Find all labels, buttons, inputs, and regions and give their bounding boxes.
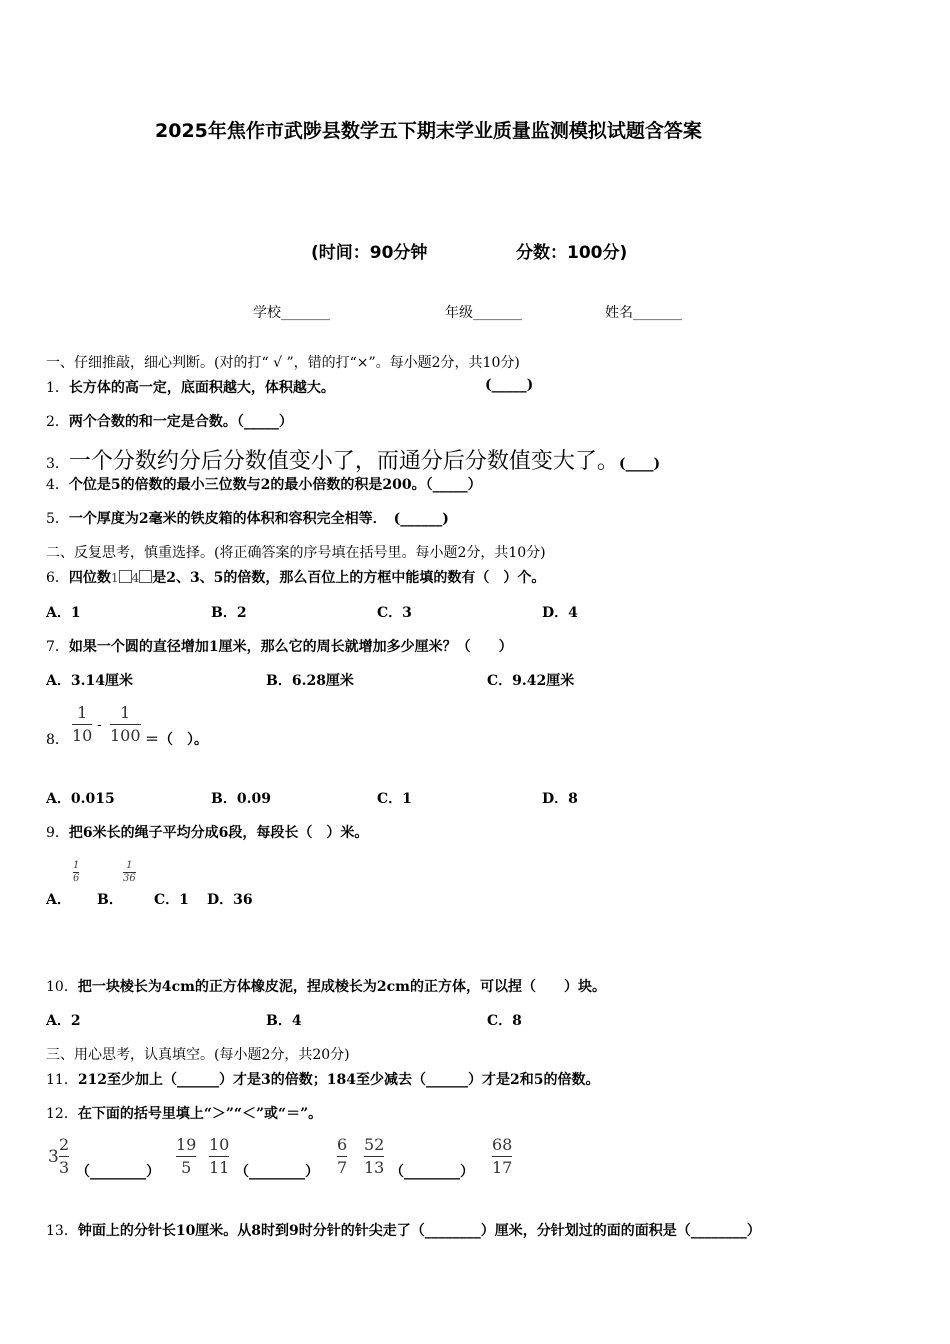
question-number: 2． (46, 414, 69, 430)
answer-blank: （________） (235, 1164, 319, 1180)
option-a: A．1 (46, 605, 81, 621)
fraction (492, 1137, 512, 1176)
question-text: 把6米长的绳子平均分成6段，每段长（ ）米。 (68, 825, 369, 841)
question-number: 9． (46, 825, 69, 841)
question-number: 4． (46, 477, 69, 493)
option-c: C．9.42厘米 (487, 673, 575, 689)
denominator: 6 (73, 873, 80, 884)
answer-blank: (____) (618, 456, 661, 472)
numerator: 19 (176, 1135, 197, 1154)
question-2 (46, 411, 293, 431)
question-text: 一个厚度为2毫米的铁皮箱的体积和容积完全相等． (______) (68, 511, 449, 527)
question-text: 两个合数的和一定是合数。（_____） (68, 414, 293, 430)
question-number: 3． (46, 456, 69, 472)
question-3 (46, 444, 660, 475)
option-d: D．36 (207, 892, 253, 908)
option-c: C．1 (377, 791, 412, 807)
question-text: 钟面上的分针长10厘米。从8时到9时分针的针尖走了（________）厘米，分针划过的面的面积是（________） (77, 1223, 761, 1239)
fraction (209, 1137, 229, 1176)
option-a: A．0.015 (46, 791, 115, 807)
denominator: 11 (209, 1158, 230, 1177)
question-6 (46, 567, 545, 587)
question-text: 212至少加上（______）才是3的倍数；184至少减去（______）才是2和5的倍数。 (77, 1072, 600, 1088)
question-13 (46, 1220, 761, 1240)
question-number: 13． (46, 1223, 78, 1239)
question-text: 个位是5的倍数的最小三位数与2的最小倍数的积是200。（_____） (68, 477, 482, 493)
question-number: 6． (46, 570, 69, 586)
option-c: C．1 (154, 892, 189, 908)
fraction (110, 705, 141, 744)
answer-blank: （________） (390, 1164, 474, 1180)
question-number: 1． (46, 380, 69, 396)
minus-sign: - (97, 717, 102, 733)
numerator: 1 (77, 703, 88, 722)
denominator: 3 (59, 1158, 70, 1177)
mixed-whole: 3 (48, 1147, 59, 1167)
question-text: 是2、3、5的倍数，那么百位上的方框中能填的数有（ ）个。 (152, 570, 546, 586)
section-3-header: 三、用心思考，认真填空。(每小题2分，共20分) (46, 1047, 350, 1063)
option-a: A．2 (46, 1013, 81, 1029)
denominator: 13 (364, 1158, 385, 1177)
fraction (73, 861, 79, 884)
numerator: 1 (126, 860, 133, 871)
question-text: 一个分数约分后分数值变小了，而通分后分数值变大了。 (68, 449, 619, 474)
question-number: 5． (46, 511, 69, 527)
question-number: 12． (46, 1106, 78, 1122)
exam-time: (时间：90分钟 (311, 243, 428, 263)
fraction (364, 1137, 384, 1176)
question-11 (46, 1069, 600, 1089)
blank-box (139, 570, 152, 583)
denominator: 100 (110, 726, 141, 745)
option-c: C．3 (377, 605, 412, 621)
option-a: A． (46, 892, 71, 908)
question-4 (46, 474, 482, 494)
question-12 (46, 1103, 322, 1123)
question-text: 在下面的括号里填上“＞”“＜”或“＝”。 (77, 1106, 323, 1122)
question-7 (46, 636, 513, 656)
denominator: 36 (123, 873, 136, 884)
option-b: B．0.09 (211, 791, 271, 807)
numerator: 1 (120, 703, 131, 722)
numerator: 52 (364, 1135, 385, 1154)
grade-field: 年级_______ (445, 305, 522, 321)
question-text: 把一块棱长为4cm的正方体橡皮泥，捏成棱长为2cm的正方体，可以捏（ ）块。 (77, 979, 606, 995)
denominator: 10 (72, 726, 93, 745)
option-a: A．3.14厘米 (46, 673, 133, 689)
fraction (337, 1137, 347, 1176)
digit: 1 (110, 571, 119, 585)
question-number: 11． (46, 1072, 78, 1088)
question-text: 如果一个圆的直径增加1厘米，那么它的周长就增加多少厘米？（ ） (68, 639, 513, 655)
answer-blank: (_____) (485, 377, 534, 393)
answer-blank: （________） (76, 1164, 160, 1180)
digit: 4 (131, 571, 140, 585)
question-text: 长方体的高一定，底面积越大，体积越大。 (68, 380, 335, 396)
fraction (123, 861, 136, 884)
question-5 (46, 508, 449, 528)
denominator: 5 (181, 1158, 192, 1177)
question-1 (46, 377, 335, 397)
name-field: 姓名_______ (605, 305, 682, 321)
section-1-header: 一、仔细推敲，细心判断。(对的打“ √ ”，错的打“×”。每小题2分，共10分) (46, 355, 520, 371)
question-number: 7． (46, 639, 69, 655)
question-number: 10． (46, 979, 78, 995)
numerator: 2 (59, 1135, 70, 1154)
question-text: ＝（ ）。 (145, 732, 208, 748)
fraction (72, 705, 92, 744)
denominator: 17 (492, 1158, 513, 1177)
question-text: 四位数 (68, 570, 111, 586)
blank-box (119, 570, 132, 583)
option-b: B．2 (211, 605, 247, 621)
section-2-header: 二、反复思考，慎重选择。(将正确答案的序号填在括号里。每小题2分，共10分) (46, 545, 546, 561)
fraction (59, 1137, 69, 1176)
question-10 (46, 976, 606, 996)
question-9 (46, 822, 368, 842)
question-8-number: 8． (46, 732, 69, 748)
option-b: B．6.28厘米 (266, 673, 354, 689)
numerator: 6 (337, 1135, 348, 1154)
fraction (176, 1137, 196, 1176)
page-title: 2025年焦作市武陟县数学五下期末学业质量监测模拟试题含答案 (155, 120, 702, 142)
school-field: 学校_______ (253, 305, 330, 321)
numerator: 68 (492, 1135, 513, 1154)
numerator: 10 (209, 1135, 230, 1154)
option-b: B．4 (266, 1013, 302, 1029)
denominator: 7 (337, 1158, 348, 1177)
option-d: D．8 (542, 791, 578, 807)
numerator: 1 (73, 860, 80, 871)
option-c: C．8 (487, 1013, 522, 1029)
option-b: B． (97, 892, 123, 908)
option-d: D．4 (542, 605, 578, 621)
exam-score: 分数：100分) (516, 243, 628, 263)
